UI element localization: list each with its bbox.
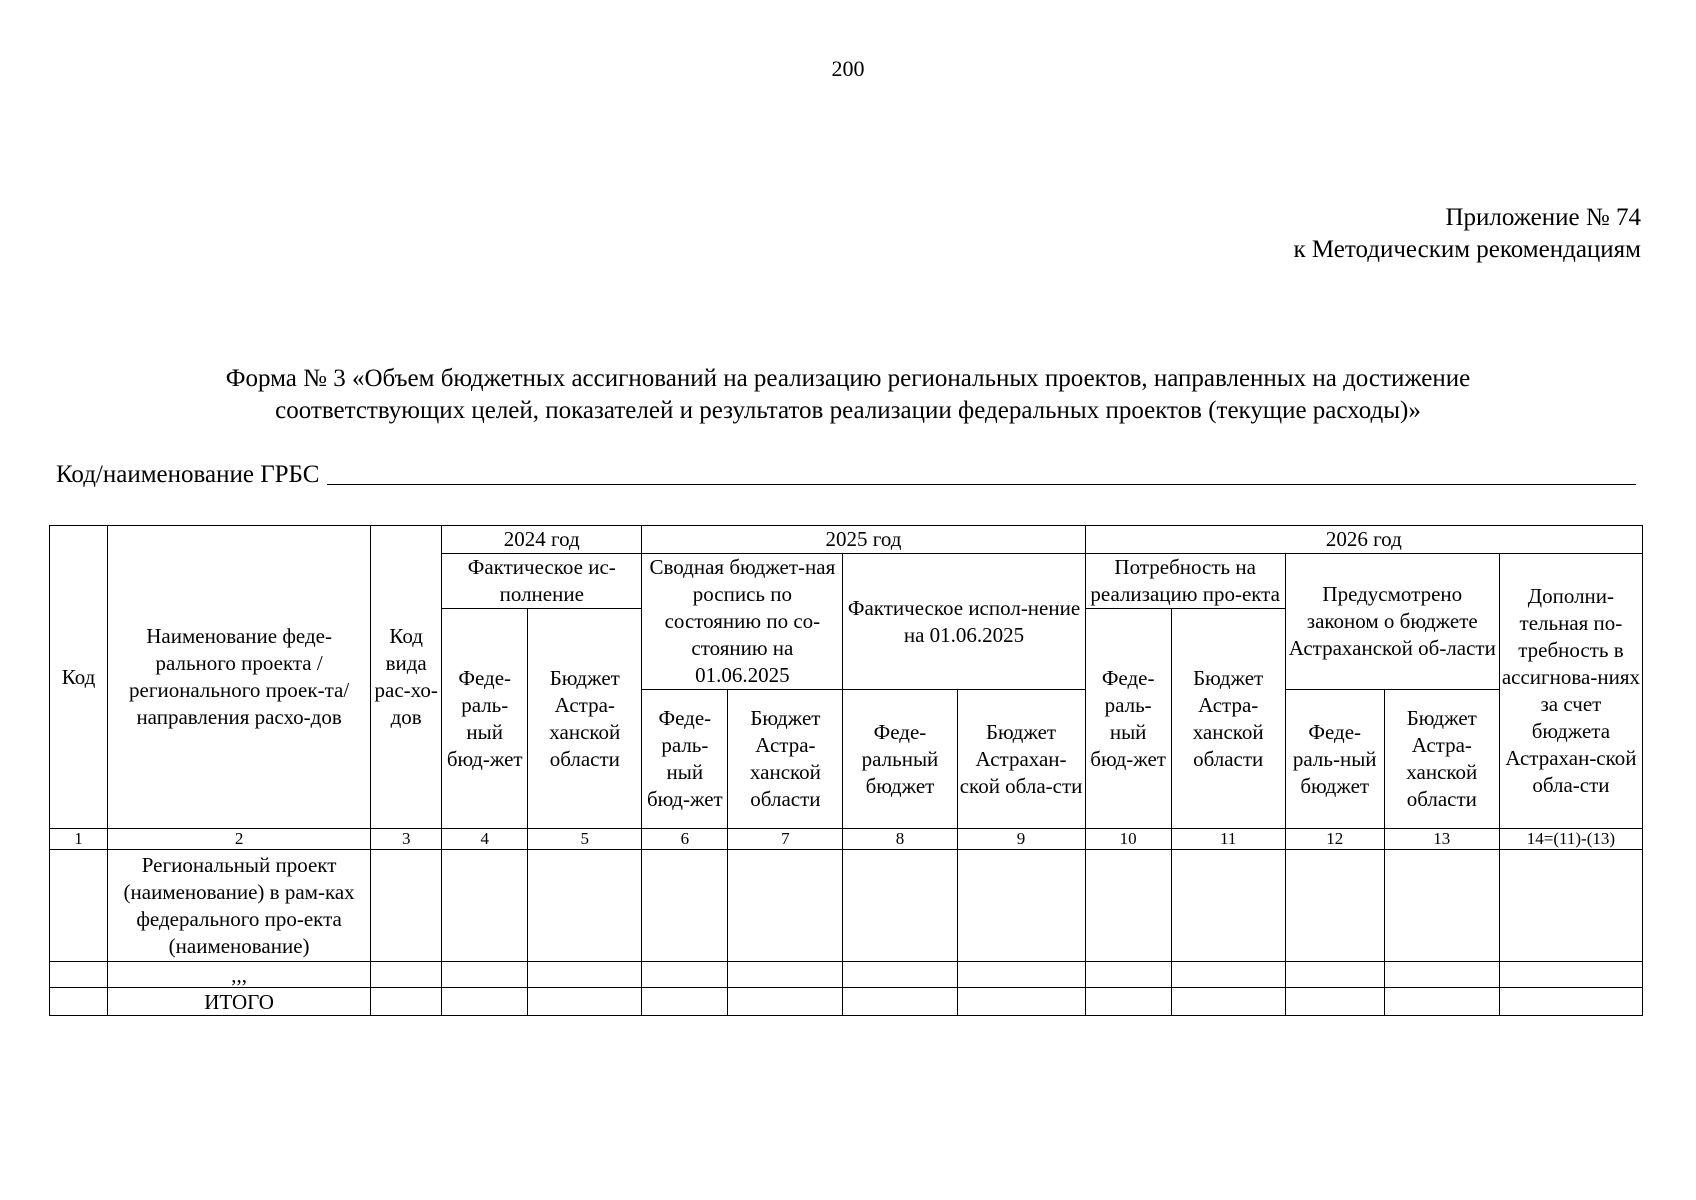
header-year-2026: 2026 год: [1085, 526, 1642, 554]
value-cell: [528, 988, 642, 1016]
header-name: Наименование феде-рального проекта /регионального проек-та/направления расхо-дов: [108, 526, 371, 829]
row-name-cell: ИТОГО: [108, 988, 371, 1016]
value-cell: [1171, 988, 1285, 1016]
header-col-10: Феде-раль-ный бюд-жет: [1085, 609, 1171, 829]
value-cell: [371, 988, 442, 1016]
value-cell: [1499, 988, 1642, 1016]
grbs-label: Код/наименование ГРБС: [56, 461, 320, 488]
value-cell: [1171, 962, 1285, 988]
form-title: [90, 363, 1606, 427]
header-expense-type-code: Код вида рас-хо-дов: [371, 526, 442, 829]
column-number: 2: [108, 829, 371, 850]
header-col-8: Феде-ральный бюджет: [843, 690, 957, 829]
value-cell: [1499, 850, 1642, 962]
header-col-13: Бюджет Астра-ханской области: [1384, 690, 1499, 829]
value-cell: [843, 850, 957, 962]
header-additional-need-2026: Дополни-тельная по-требность в ассигнова-ниях за счет бюджета Астрахан-ской обла-сти: [1499, 554, 1642, 829]
value-cell: [642, 962, 728, 988]
value-cell: [1085, 962, 1171, 988]
value-cell: [1171, 850, 1285, 962]
grbs-fill-line: [327, 460, 1636, 485]
header-col-4: Феде-раль-ный бюд-жет: [442, 609, 528, 829]
value-cell: [442, 988, 528, 1016]
value-cell: [843, 988, 957, 1016]
value-cell: [1499, 962, 1642, 988]
budget-table: [49, 525, 1643, 1016]
column-number: 6: [642, 829, 728, 850]
value-cell: [371, 850, 442, 962]
value-cell: [1384, 988, 1499, 1016]
value-cell: [442, 850, 528, 962]
form-title-line-1: Форма № 3 «Объем бюджетных ассигнований на реализацию региональных проектов, направленных на достижение: [225, 365, 1471, 392]
value-cell: [1085, 988, 1171, 1016]
appendix-line-2: к Методическим рекомендациям: [1293, 236, 1641, 263]
table-row-total: [50, 988, 1643, 1016]
value-cell: [642, 850, 728, 962]
column-number: 9: [957, 829, 1085, 850]
header-col-11: Бюджет Астра-ханской области: [1171, 609, 1285, 829]
appendix-line-1: Приложение № 74: [1445, 204, 1641, 231]
column-number: 8: [843, 829, 957, 850]
value-cell: [728, 850, 843, 962]
row-code-cell: [50, 988, 108, 1016]
value-cell: [1085, 850, 1171, 962]
table-row: [50, 850, 1643, 962]
header-project-need-2026: Потребность на реализацию про-екта: [1085, 554, 1285, 609]
table-row: [50, 962, 1643, 988]
value-cell: [1384, 850, 1499, 962]
value-cell: [1285, 988, 1384, 1016]
row-code-cell: [50, 850, 108, 962]
header-actual-execution-2024: Фактическое ис-полнение: [442, 554, 642, 609]
value-cell: [1384, 962, 1499, 988]
value-cell: [371, 962, 442, 988]
value-cell: [1285, 962, 1384, 988]
value-cell: [728, 988, 843, 1016]
row-name-cell: ,,,: [108, 962, 371, 988]
column-number: 7: [728, 829, 843, 850]
value-cell: [528, 850, 642, 962]
value-cell: [843, 962, 957, 988]
header-col-12: Феде-раль-ный бюджет: [1285, 690, 1384, 829]
header-consolidated-budget-list-2025: Сводная бюджет-ная роспись по состоянию по со-стоянию на 01.06.2025: [642, 554, 843, 690]
appendix-note: [1293, 202, 1641, 266]
header-col-9: Бюджет Астрахан-ской обла-сти: [957, 690, 1085, 829]
column-numbers-row: [50, 829, 1643, 850]
column-number: 14=(11)-(13): [1499, 829, 1642, 850]
column-number: 5: [528, 829, 642, 850]
value-cell: [957, 988, 1085, 1016]
value-cell: [642, 988, 728, 1016]
value-cell: [728, 962, 843, 988]
value-cell: [957, 962, 1085, 988]
header-year-2025: 2025 год: [642, 526, 1085, 554]
value-cell: [442, 962, 528, 988]
header-actual-execution-2025: Фактическое испол-нение на 01.06.2025: [843, 554, 1085, 690]
header-budget-law-2026: Предусмотрено законом о бюджете Астраханской об-ласти: [1285, 554, 1499, 690]
row-name-cell: Региональный проект (наименование) в рам-ках федерального про-екта (наименование): [108, 850, 371, 962]
column-number: 3: [371, 829, 442, 850]
header-col-6: Феде-раль-ный бюд-жет: [642, 690, 728, 829]
column-number: 11: [1171, 829, 1285, 850]
grbs-field: [56, 459, 1636, 491]
value-cell: [1285, 850, 1384, 962]
column-number: 1: [50, 829, 108, 850]
row-code-cell: [50, 962, 108, 988]
header-col-7: Бюджет Астра-ханской области: [728, 690, 843, 829]
page-number: 200: [831, 56, 865, 81]
value-cell: [957, 850, 1085, 962]
header-year-2024: 2024 год: [442, 526, 642, 554]
header-col-5: Бюджет Астра-ханской области: [528, 609, 642, 829]
column-number: 13: [1384, 829, 1499, 850]
value-cell: [528, 962, 642, 988]
column-number: 12: [1285, 829, 1384, 850]
column-number: 4: [442, 829, 528, 850]
column-number: 10: [1085, 829, 1171, 850]
form-title-line-2: соответствующих целей, показателей и результатов реализации федеральных проектов (текущие расходы)»: [275, 397, 1421, 424]
header-code: Код: [50, 526, 108, 829]
